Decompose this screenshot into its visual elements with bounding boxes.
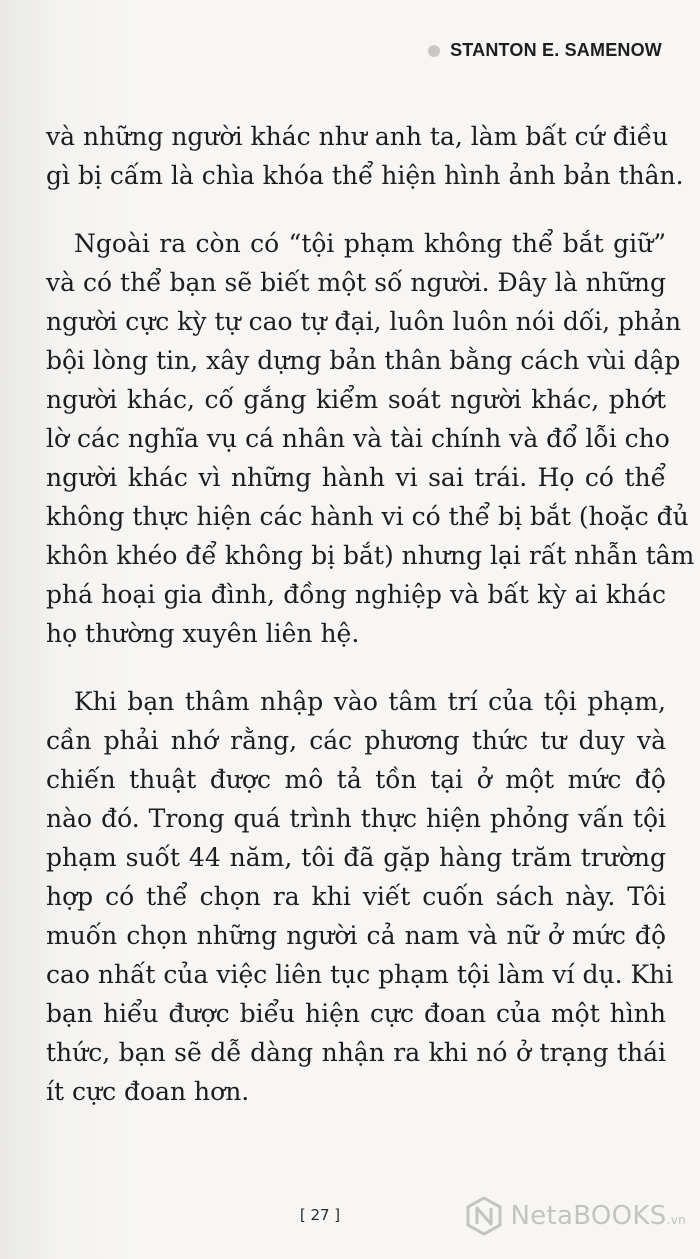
- watermark-brand: NetaBOOKS: [510, 1201, 667, 1231]
- text-line: thức, bạn sẽ dễ dàng nhận ra khi nó ở trạng thái: [46, 1038, 666, 1067]
- text-line: hợp có thể chọn ra khi viết cuốn sách này. Tôi: [46, 882, 666, 911]
- text-line: người khác vì những hành vi sai trái. Họ có thể: [46, 463, 666, 492]
- text-line: họ thường xuyên liên hệ.: [46, 619, 360, 648]
- text-line: khôn khéo để không bị bắt) nhưng lại rất nhẫn tâm: [46, 541, 695, 570]
- running-head: [428, 40, 662, 61]
- text-line: Khi bạn thâm nhập vào tâm trí của tội phạm,: [74, 687, 666, 716]
- watermark-text: [510, 1201, 686, 1231]
- paragraph-2: [46, 224, 695, 653]
- text-line: bội lòng tin, xây dựng bản thân bằng cách vùi dập: [46, 346, 681, 375]
- paragraph-3: [46, 682, 674, 1111]
- text-line: phá hoại gia đình, đồng nghiệp và bất kỳ ai khác: [46, 580, 666, 609]
- text-line: gì bị cấm là chìa khóa thể hiện hình ảnh bản thân.: [46, 161, 684, 190]
- text-line: và những người khác như anh ta, làm bất cứ điều: [46, 122, 669, 151]
- text-line: bạn hiểu được biểu hiện cực đoan của một hình: [46, 999, 666, 1028]
- text-line: người cực kỳ tự cao tự đại, luôn luôn nói dối, phản: [46, 307, 682, 336]
- text-line: phạm suốt 44 năm, tôi đã gặp hàng trăm trường: [46, 843, 666, 872]
- text-line: cao nhất của việc liên tục phạm tội làm ví dụ. Khi: [46, 960, 674, 989]
- watermark: [466, 1196, 686, 1236]
- body-text: [46, 117, 695, 1140]
- author-name: STANTON E. SAMENOW: [450, 40, 662, 60]
- header-ornament-icon: [428, 45, 440, 57]
- netabooks-logo-icon: [466, 1196, 502, 1236]
- watermark-suffix: .vn: [666, 1213, 686, 1227]
- text-line: muốn chọn những người cả nam và nữ ở mức độ: [46, 921, 666, 950]
- text-line: Ngoài ra còn có “tội phạm không thể bắt giữ”: [74, 229, 666, 258]
- paragraph-1: [46, 117, 684, 195]
- text-line: người khác, cố gắng kiểm soát người khác, phớt: [46, 385, 666, 414]
- text-line: nào đó. Trong quá trình thực hiện phỏng vấn tội: [46, 804, 666, 833]
- text-line: và có thể bạn sẽ biết một số người. Đây là những: [46, 268, 666, 297]
- text-line: lờ các nghĩa vụ cá nhân và tài chính và đổ lỗi cho: [46, 424, 670, 453]
- text-line: ít cực đoan hơn.: [46, 1077, 250, 1106]
- text-line: chiến thuật được mô tả tồn tại ở một mức độ: [46, 765, 666, 794]
- text-line: cần phải nhớ rằng, các phương thức tư duy và: [46, 726, 666, 755]
- page-number: [ 27 ]: [299, 1206, 341, 1224]
- text-line: không thực hiện các hành vi có thể bị bắt (hoặc đủ: [46, 502, 689, 531]
